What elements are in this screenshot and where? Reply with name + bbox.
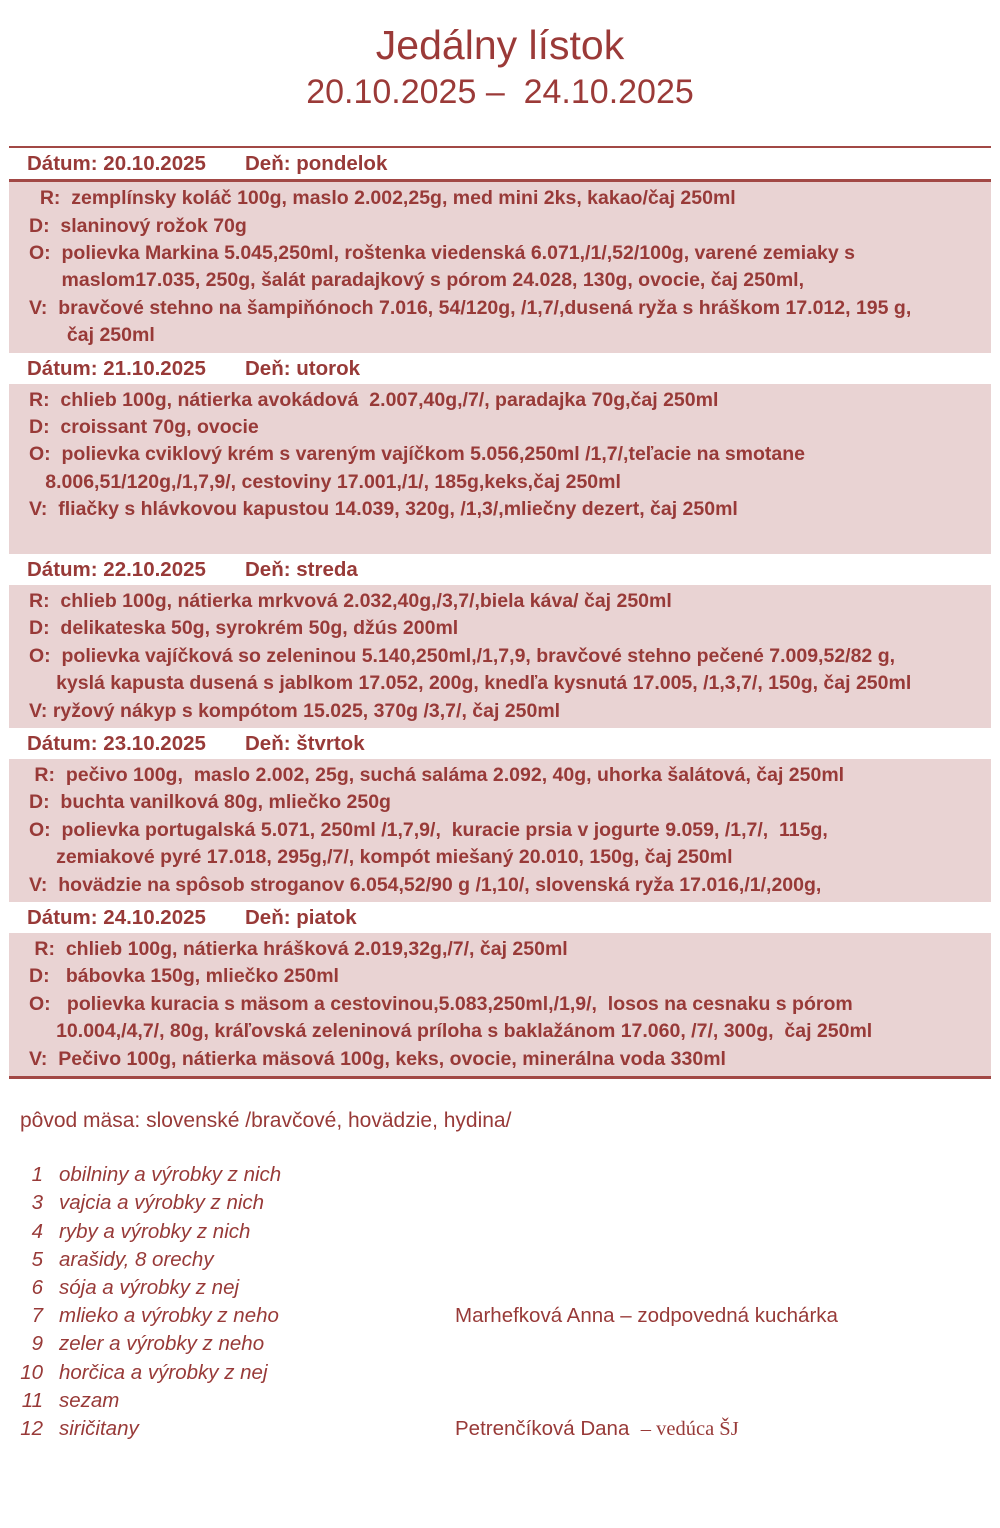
day-name-label: Deň: štvrtok: [245, 732, 365, 756]
cook-signature: Marhefková Anna – zodpovedná kuchárka: [455, 1304, 838, 1328]
allergen-row: [15, 1218, 1000, 1246]
menu-line: kyslá kapusta dusená s jablkom 17.052, 200g, knedľa kysnutá 17.005, /1,3,7/, 150g, čaj 250ml: [29, 672, 912, 695]
menu-line: O: polievka Markina 5.045,250ml, roštenka viedenská 6.071,/1/,52/100g, varené zemiaky s: [29, 241, 855, 264]
day-name-label: Deň: streda: [245, 558, 358, 581]
menu-line: D: delikateska 50g, syrokrém 50g, džús 200ml: [29, 617, 459, 640]
menu-line: R: zemplínsky koláč 100g, maslo 2.002,25g, med mini 2ks, kakao/čaj 250ml: [29, 187, 736, 210]
manager-signature: [455, 1415, 739, 1443]
menu-line: R: chlieb 100g, nátierka avokádová 2.007,40g,/7/, paradajka 70g,čaj 250ml: [29, 388, 719, 411]
menu-line: [29, 524, 991, 551]
allergen-number: 5: [31, 1247, 43, 1271]
allergen-row: [15, 1359, 1000, 1387]
allergen-number: 4: [31, 1219, 43, 1243]
meat-origin-note: pôvod mäsa: slovenské /bravčové, hovädzie, hydina/: [20, 1109, 512, 1133]
allergen-number: 10: [20, 1360, 43, 1384]
day-date-label: Dátum: 23.10.2025: [27, 732, 206, 756]
allergen-label: sója a výrobky z nej: [59, 1275, 240, 1299]
allergen-label: sezam: [59, 1388, 120, 1412]
allergen-label: obilniny a výrobky z nich: [59, 1163, 282, 1187]
allergen-label: mlieko a výrobky z neho: [59, 1304, 279, 1328]
allergen-row: [15, 1387, 1000, 1415]
menu-line: O: polievka kuracia s mäsom a cestovinou,5.083,250ml,/1,9/, losos na cesnaku s pórom: [29, 992, 853, 1015]
allergen-row: [15, 1246, 1000, 1274]
allergen-label: horčica a výrobky z nej: [59, 1360, 268, 1384]
menu-line: R: chlieb 100g, nátierka hrášková 2.019,32g,/7/, čaj 250ml: [29, 938, 568, 961]
allergen-row: [15, 1189, 1000, 1217]
day-meals-block: [9, 384, 991, 554]
menu-line: čaj 250ml: [29, 324, 155, 347]
menu-line: O: polievka vajíčková so zeleninou 5.140,250ml,/1,7,9, bravčové stehno pečené 7.009,52/82 g,: [29, 644, 896, 667]
allergen-row: [15, 1330, 1000, 1358]
menu-document: [0, 22, 1000, 1443]
allergen-label: vajcia a výrobky z nich: [59, 1191, 265, 1215]
day-header: [9, 902, 991, 933]
allergen-row: [15, 1161, 1000, 1189]
menu-line: 10.004,/4,7/, 80g, kráľovská zeleninová príloha s baklažánom 17.060, /7/, 300g, čaj 250ml: [29, 1020, 873, 1043]
allergen-number: 3: [31, 1191, 43, 1215]
allergen-label: ryby a výrobky z nich: [59, 1219, 251, 1243]
menu-line: V: ryžový nákyp s kompótom 15.025, 370g /3,7/, čaj 250ml: [29, 699, 561, 722]
menu-line: zemiakové pyré 17.018, 295g,/7/, kompót miešaný 20.010, 150g, čaj 250ml: [29, 846, 733, 869]
day-date-label: Dátum: 24.10.2025: [27, 906, 206, 930]
day-meals-block: [9, 759, 991, 902]
menu-line: D: slaninový rožok 70g: [29, 214, 247, 237]
day-date-label: Dátum: 22.10.2025: [27, 558, 206, 581]
day-header: [9, 353, 991, 384]
manager-name: Petrenčíková Dana: [455, 1416, 641, 1440]
menu-line: R: pečivo 100g, maslo 2.002, 25g, suchá saláma 2.092, 40g, uhorka šalátová, čaj 250ml: [29, 764, 845, 787]
day-meals-block: [9, 182, 991, 352]
day-header: [9, 146, 991, 182]
menu-line: D: croissant 70g, ovocie: [29, 415, 259, 438]
allergen-row: [15, 1274, 1000, 1302]
day-name-label: Deň: piatok: [245, 906, 357, 930]
menu-line: O: polievka cviklový krém s vareným vajíčkom 5.056,250ml /1,7/,teľacie na smotane: [29, 443, 806, 466]
menu-line: maslom17.035, 250g, šalát paradajkový s pórom 24.028, 130g, ovocie, čaj 250ml,: [29, 269, 805, 292]
menu-line: O: polievka portugalská 5.071, 250ml /1,7,9/, kuracie prsia v jogurte 9.059, /1,7/, 115g,: [29, 818, 828, 841]
allergen-number: 6: [31, 1275, 43, 1299]
allergen-label: arašidy, 8 orechy: [59, 1247, 214, 1271]
allergen-number: 1: [31, 1163, 43, 1187]
menu-line: V: hovädzie na spôsob stroganov 6.054,52/90 g /1,10/, slovenská ryža 17.016,/1/,200g,: [29, 873, 822, 896]
menu-line: 8.006,51/120g,/1,7,9/, cestoviny 17.001,/1/, 185g,keks,čaj 250ml: [29, 470, 621, 493]
day-meals-block: [9, 933, 991, 1079]
allergen-number: 11: [21, 1388, 43, 1412]
date-range: 20.10.2025 – 24.10.2025: [306, 73, 694, 112]
allergen-label: zeler a výrobky z neho: [59, 1332, 265, 1356]
allergen-row: [15, 1415, 1000, 1443]
menu-line: V: Pečivo 100g, nátierka mäsová 100g, keks, ovocie, minerálna voda 330ml: [29, 1047, 726, 1070]
menu-line: V: bravčové stehno na šampiňónoch 7.016, 54/120g, /1,7/,dusená ryža s hráškom 17.012, 195 g,: [29, 296, 912, 319]
allergen-number: 9: [31, 1332, 43, 1356]
day-header: [9, 554, 991, 585]
page-title: Jedálny lístok: [375, 22, 625, 68]
allergen-label: siričitany: [59, 1416, 139, 1440]
day-name-label: Deň: utorok: [245, 356, 361, 380]
menu-line: R: chlieb 100g, nátierka mrkvová 2.032,40g,/3,7/,biela káva/ čaj 250ml: [29, 590, 672, 612]
allergen-number: 7: [31, 1304, 43, 1328]
allergen-number: 12: [20, 1416, 43, 1440]
menu-line: D: buchta vanilková 80g, mliečko 250g: [29, 791, 391, 814]
allergen-row: [15, 1302, 1000, 1330]
day-date-label: Dátum: 21.10.2025: [27, 356, 206, 380]
day-meals-block: [9, 585, 991, 728]
manager-role: – vedúca ŠJ: [640, 1417, 739, 1440]
day-date-label: Dátum: 20.10.2025: [27, 152, 206, 176]
menu-line: D: bábovka 150g, mliečko 250ml: [29, 965, 339, 988]
day-header: [9, 728, 991, 759]
allergen-list: [15, 1161, 1000, 1443]
menu-table: [9, 146, 991, 1079]
menu-line: V: fliačky s hlávkovou kapustou 14.039, 320g, /1,3/,mliečny dezert, čaj 250ml: [29, 498, 738, 521]
day-name-label: Deň: pondelok: [245, 152, 388, 176]
